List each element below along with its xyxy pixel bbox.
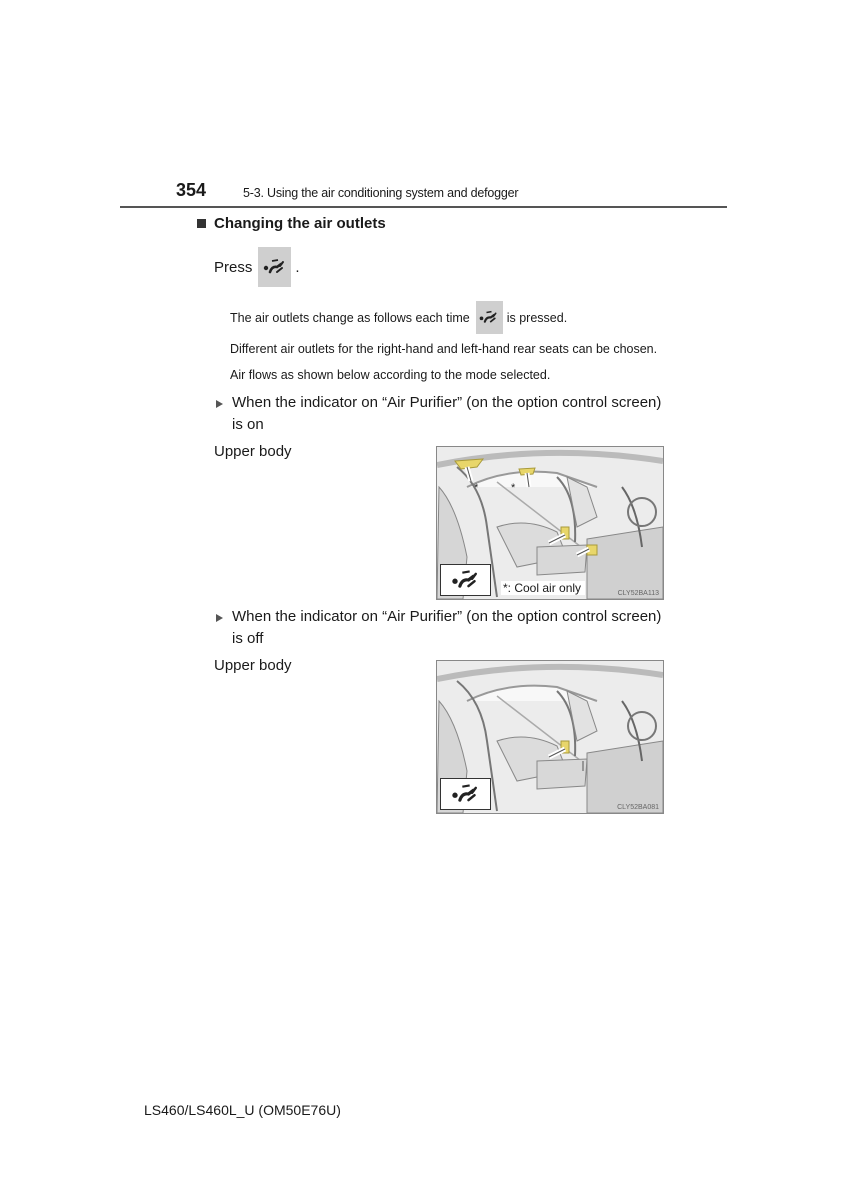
cabin-airflow-figure-off — [436, 660, 664, 814]
airflow-upper-body-icon — [440, 564, 491, 596]
triangle-bullet-icon — [216, 400, 223, 408]
heading-text: Changing the air outlets — [214, 215, 386, 232]
note-suffix: is pressed. — [506, 310, 568, 325]
note-prefix: The air outlets change as follows each time — [230, 310, 470, 325]
footer-model: LS460/LS460L_U (OM50E76U) — [144, 1102, 341, 1118]
cabin-airflow-figure-on — [436, 446, 664, 600]
condition-off — [214, 606, 674, 650]
triangle-bullet-icon — [216, 614, 223, 622]
mode-label: Upper body — [214, 657, 292, 674]
press-suffix: . — [295, 258, 300, 276]
asterisk-marker: * — [474, 482, 479, 494]
square-bullet-icon — [197, 219, 206, 228]
airflow-mode-note: Air flows as shown below according to the mode selected. — [230, 368, 551, 382]
cool-air-footnote: *: Cool air only — [501, 581, 585, 595]
airflow-upper-body-icon — [476, 301, 503, 334]
condition-text: When the indicator on “Air Purifier” (on the option control screen) is on — [232, 394, 662, 433]
header-divider — [120, 206, 727, 208]
section-heading — [197, 215, 386, 232]
condition-on — [214, 392, 674, 436]
press-label: Press — [214, 258, 253, 276]
airflow-upper-body-icon — [440, 778, 491, 810]
figure-code: CLY52BA113 — [617, 590, 659, 597]
airflow-upper-body-icon — [258, 247, 291, 287]
mode-label: Upper body — [214, 443, 292, 460]
press-instruction — [214, 247, 300, 287]
figure-code: CLY52BA081 — [617, 804, 659, 811]
page-number: 354 — [176, 180, 207, 200]
outlets-change-note — [230, 301, 567, 334]
asterisk-marker: * — [511, 482, 516, 494]
condition-text: When the indicator on “Air Purifier” (on the option control screen) is off — [232, 608, 662, 647]
rear-seats-note: Different air outlets for the right-hand and left-hand rear seats can be chosen. — [230, 342, 658, 356]
section-title: 5-3. Using the air conditioning system and defogger — [243, 186, 519, 200]
